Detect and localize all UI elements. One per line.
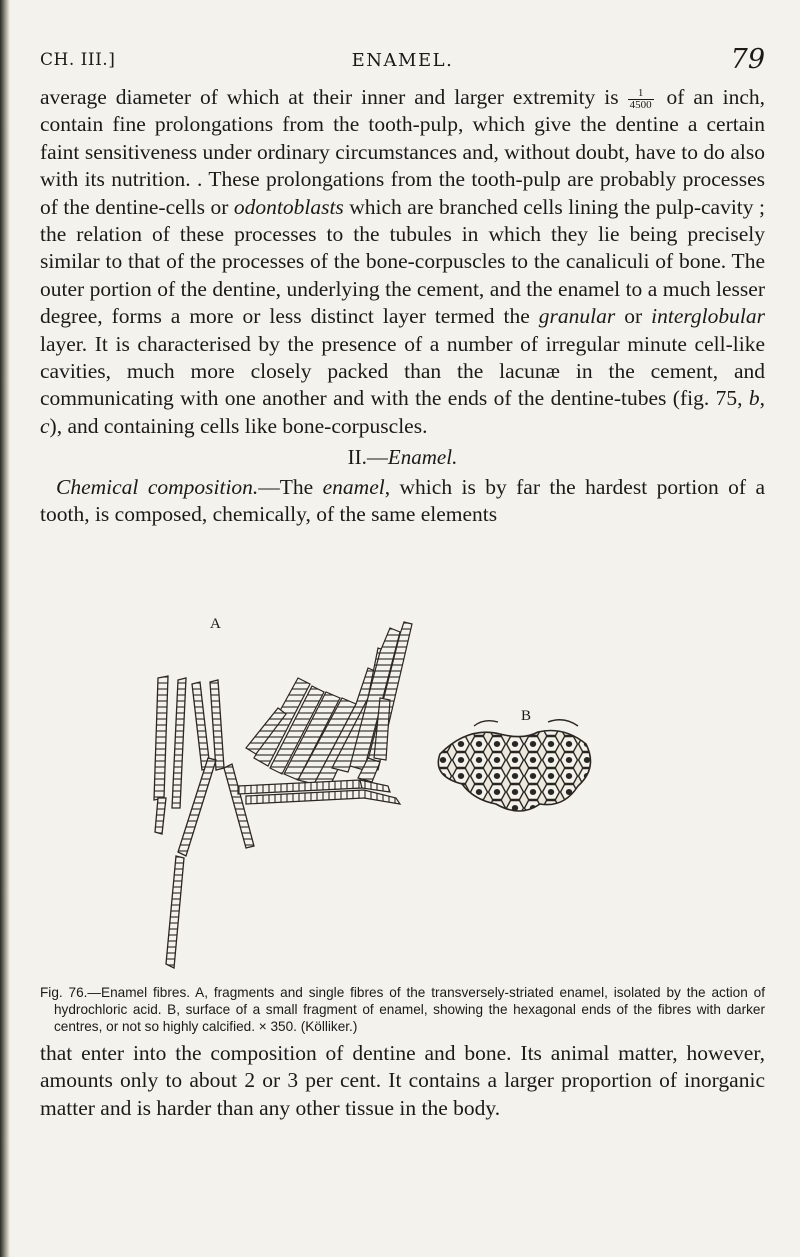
page-number: 79 — [730, 44, 765, 75]
figure-ref-b: b — [748, 386, 760, 411]
enamel-fragment-bundle — [246, 622, 412, 786]
label-a: A — [210, 616, 221, 632]
fraction — [628, 88, 654, 111]
page-binding-shadow — [0, 0, 10, 1257]
text-run: , — [759, 386, 765, 411]
hexagonal-enamel-surface — [438, 720, 590, 811]
running-header — [40, 44, 765, 76]
text-run: which are branched cells lining the pulp-cavity ; the relation of these processes to the tubules in which they lie being precisely similar to that of the processes of the bone-corpuscles to the canaliculi of bone. The outer portion of the dentine, underlying the cement, and the enamel to a much lesser degree, forms a more or less distinct layer termed the — [40, 194, 765, 329]
italic-lead-chemical-composition: Chemical composition. — [56, 474, 259, 499]
text-run: of an inch, contain fine prolongations from the tooth-pulp, which give the dentine a certain faint sensitiveness under ordinary circumstances and, without doubt, have to do also with its nutrition. . These prolongations from the tooth-pulp are probably processes of the dentine-cells or — [40, 85, 766, 219]
chapter-label: CH. III.] — [40, 50, 116, 70]
italic-term-interglobular: interglobular — [651, 304, 765, 329]
figure-76-enamel-fibres — [128, 608, 678, 978]
text-run: —The — [258, 474, 323, 499]
section-heading — [40, 444, 765, 471]
single-enamel-fibres — [154, 676, 254, 968]
figure-caption — [40, 985, 765, 1035]
text-run: average diameter of which at their inner and larger extremity is — [40, 85, 619, 109]
section-dash: — — [366, 445, 388, 470]
paragraph-continuation: that enter into the composition of dentine and bone. Its animal matter, however, amounts only to about 2 or 3 per cent. It contains a larger proportion of inorganic matter and is harder than any other tissue in the body. — [40, 1041, 765, 1120]
fraction-denominator: 4500 — [629, 98, 652, 111]
italic-term-odontoblasts: odontoblasts — [233, 194, 344, 219]
text-run: layer. It is characterised by the presence of a number of irregular minute cell-like cavities, much more closely packed than the lacunæ in the cement, and communicating with one another and with the ends of the dentine-tubes (fig. 75, — [40, 331, 765, 411]
text-run: , which is by far the hardest portion of a tooth, is composed, chemically, of the same elements — [40, 474, 765, 527]
text-run: or — [615, 304, 652, 329]
main-text — [40, 84, 765, 529]
text-run: ), and containing cells like bone-corpuscles. — [49, 413, 428, 438]
section-number: II. — [347, 445, 367, 470]
caption-figure-label: Fig. 76.—Enamel fibres. — [40, 985, 191, 1000]
italic-term-granular: granular — [538, 304, 616, 329]
italic-term-enamel: enamel — [322, 474, 385, 499]
paragraph-chemical-composition — [40, 474, 765, 529]
section-title: Enamel. — [387, 445, 458, 470]
paragraph-dentine — [40, 84, 765, 440]
continuation-text — [40, 1040, 765, 1122]
fraction-numerator: 1 — [628, 88, 654, 100]
figure-illustration — [128, 608, 678, 978]
horizontal-enamel-fibre — [238, 780, 400, 804]
caption-body: A, fragments and single fibres of the transversely-striated enamel, isolated by the action of hydrochloric acid. B, surface of a small fragment of enamel, showing the hexagonal ends of the fibres with darker centres, or not so highly calcified. × 350. (Kölliker.) — [54, 985, 765, 1034]
caption-text — [40, 985, 765, 1035]
label-b: B — [521, 708, 532, 724]
page-title: ENAMEL. — [351, 50, 454, 71]
figure-ref-c: c — [40, 413, 50, 438]
